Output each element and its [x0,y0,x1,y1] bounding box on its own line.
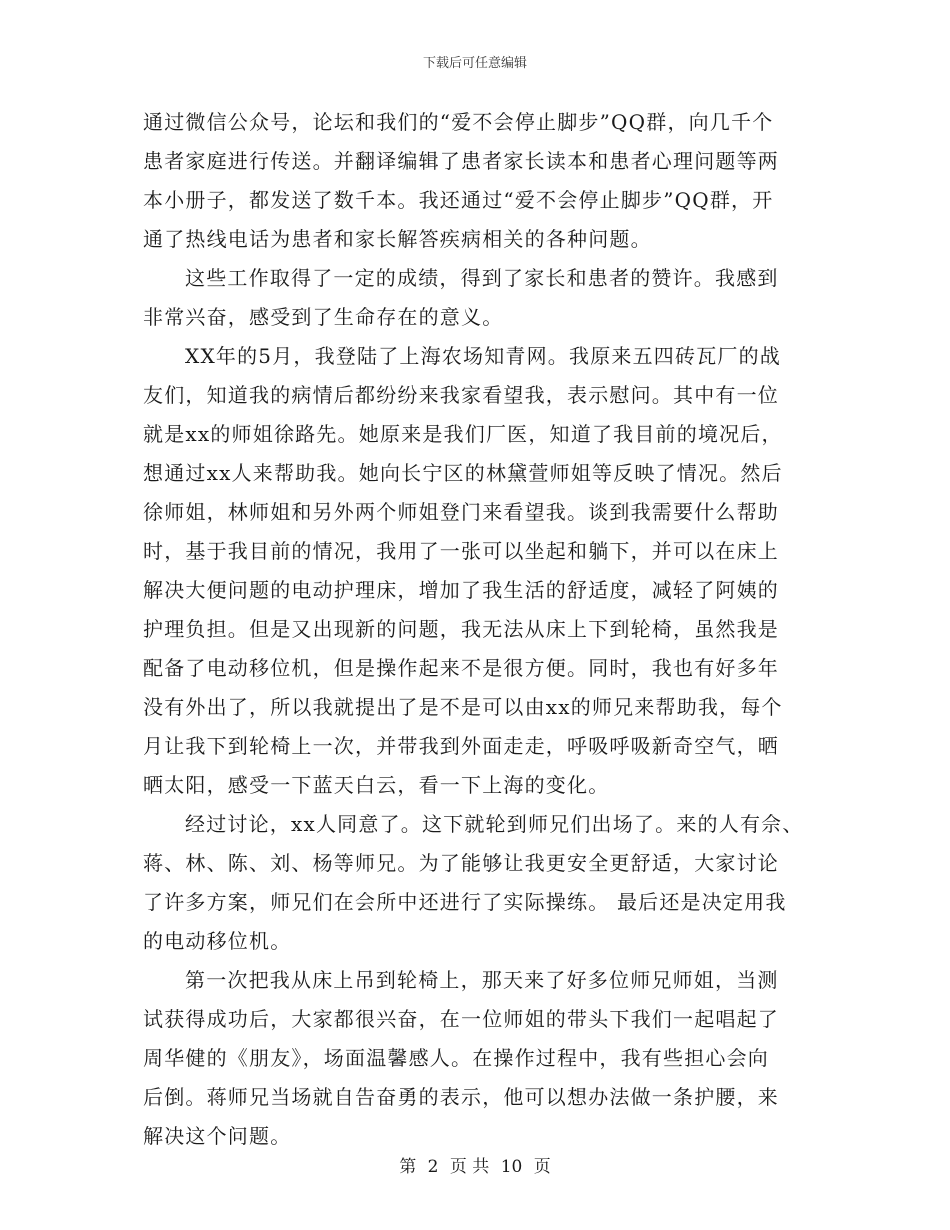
footer-suffix: 页 [533,1157,551,1177]
paragraph-first-line: 这些工作取得了一定的成绩，得到了家长和患者的赞许。我感到 [185,266,779,290]
text-line: 通过微信公众号，论坛和我们的“爱不会停止脚步”QQ群，向几千个 [143,110,774,134]
document-body [143,103,823,1156]
text-line: 周华健的《朋友》，场面温馨感人。在操作过程中，我有些担心会向 [143,1046,769,1070]
text-line: 月让我下到轮椅上一次，并带我到外面走走，呼吸呼吸新奇空气，晒 [143,734,779,758]
total-page-count: 10 [500,1157,523,1177]
text-line: 解决大便问题的电动护理床，增加了我生活的舒适度，减轻了阿姨的 [143,578,779,602]
paragraph-first-line: XX年的5月，我登陆了上海农场知青网。我原来五四砖瓦厂的战 [185,344,782,368]
text-line: 通了热线电话为患者和家长解答疾病相关的各种问题。 [143,227,652,251]
text-line: 患者家庭进行传送。并翻译编辑了患者家长读本和患者心理问题等两 [143,149,779,173]
page-header: 下载后可任意编辑 [422,56,527,71]
paragraph-first-line: 经过讨论，xx人同意了。这下就轮到师兄们出场了。来的人有佘、 [185,812,804,836]
text-line: 护理负担。但是又出现新的问题，我无法从床上下到轮椅，虽然我是 [143,617,779,641]
text-line: 徐师姐，林师姐和另外两个师姐登门来看望我。谈到我需要什么帮助 [143,500,779,524]
text-line: 想通过xx人来帮助我。她向长宁区的林黛萱师姐等反映了情况。然后 [143,461,783,485]
text-line: 蒋、林、陈、刘、杨等师兄。为了能够让我更安全更舒适，大家讨论 [143,851,779,875]
current-page-number: 2 [427,1157,439,1177]
text-line: 非常兴奋，感受到了生命存在的意义。 [143,305,504,329]
text-line: 后倒。蒋师兄当场就自告奋勇的表示，他可以想办法做一条护腰，来 [143,1085,779,1109]
footer-prefix: 第 [399,1157,417,1177]
text-line: 没有外出了，所以我就提出了是不是可以由xx的师兄来帮助我，每个 [143,695,783,719]
text-line: 试获得成功后，大家都很兴奋，在一位师姐的带头下我们一起唱起了 [143,1007,779,1031]
paragraph-first-line: 第一次把我从床上吊到轮椅上，那天来了好多位师兄师姐，当测 [185,968,779,992]
text-line: 了许多方案，师兄们在会所中还进行了实际操练。 最后还是决定用我 [143,890,787,914]
text-line: 友们，知道我的病情后都纷纷来我家看望我，表示慰问。其中有一位 [143,383,779,407]
text-line: 解决这个问题。 [143,1124,292,1148]
text-line: 本小册子，都发送了数千本。我还通过“爱不会停止脚步”QQ群，开 [143,188,774,212]
text-line: 就是xx的师姐徐路先。她原来是我们厂医，知道了我目前的境况后， [143,422,783,446]
text-line: 配备了电动移位机，但是操作起来不是很方便。同时，我也有好多年 [143,656,779,680]
text-line: 的电动移位机。 [143,929,292,953]
footer-middle: 页 共 [449,1157,490,1177]
page-footer [0,1152,950,1177]
text-line: 时，基于我目前的情况，我用了一张可以坐起和躺下，并可以在床上 [143,539,779,563]
text-line: 晒太阳，感受一下蓝天白云，看一下上海的变化。 [143,773,610,797]
